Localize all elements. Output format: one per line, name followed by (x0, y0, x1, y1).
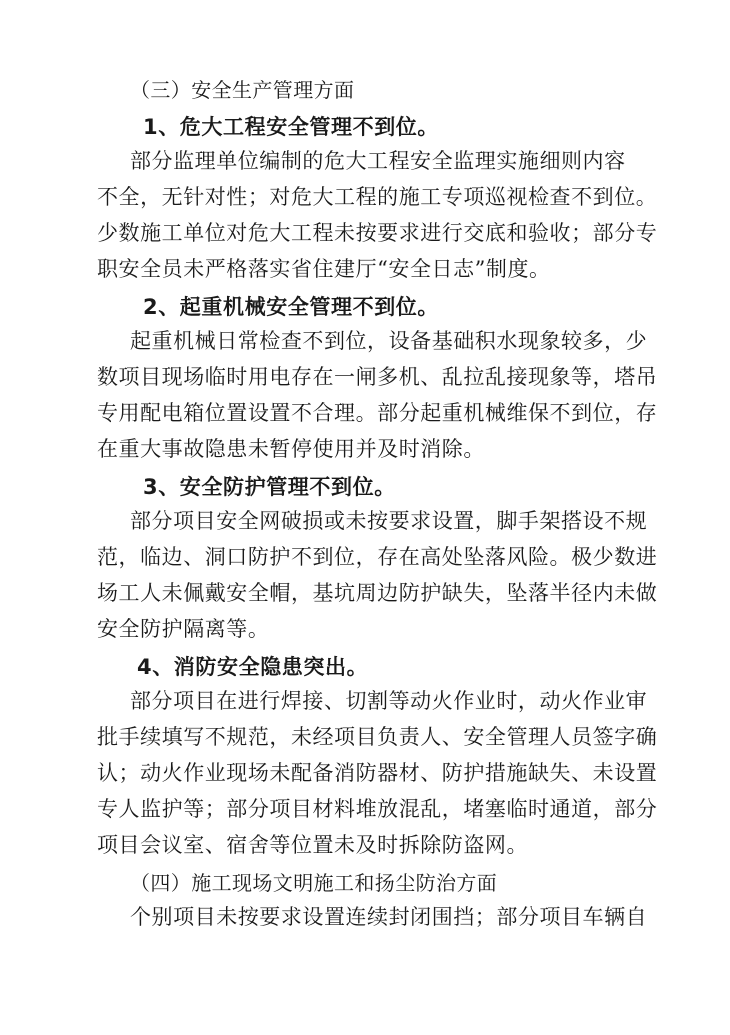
paragraph-line: 在重大事故隐患未暂停使用并及时消除。 (97, 437, 485, 461)
paragraph-line: 少数施工单位对危大工程未按要求进行交底和验收；部分专 (97, 221, 658, 245)
paragraph-line: 场工人未佩戴安全帽，基坑周边防护缺失，坠落半径内未做 (97, 581, 658, 605)
paragraph-line: 专人监护等；部分项目材料堆放混乱，堵塞临时通道，部分 (97, 797, 658, 821)
paragraph-line: 项目会议室、宿舍等位置未及时拆除防盗网。 (97, 833, 528, 857)
paragraph-line: 数项目现场临时用电存在一闸多机、乱拉乱接现象等，塔吊 (97, 365, 658, 389)
paragraph-line: 职安全员未严格落实省住建厅“安全日志”制度。 (97, 257, 551, 281)
section-heading-3: （三）安全生产管理方面 (130, 78, 355, 102)
paragraph-line: 起重机械日常检查不到位，设备基础积水现象较多，少 (130, 329, 648, 353)
paragraph-line: 认；动火作业现场未配备消防器材、防护措施缺失、未设置 (97, 761, 658, 785)
paragraph-line: 批手续填写不规范，未经项目负责人、安全管理人员签字确 (97, 725, 658, 749)
subheading-1: 1、危大工程安全管理不到位。 (143, 115, 440, 139)
paragraph-line: 范，临边、洞口防护不到位，存在高处坠落风险。极少数进 (97, 545, 658, 569)
paragraph-line: 不全，无针对性；对危大工程的施工专项巡视检查不到位。 (97, 185, 658, 209)
subheading-4: 4、消防安全隐患突出。 (137, 655, 369, 679)
paragraph-line: 专用配电箱位置设置不合理。部分起重机械维保不到位，存 (97, 401, 658, 425)
subheading-3: 3、安全防护管理不到位。 (143, 475, 396, 499)
section-heading-4: （四）施工现场文明施工和扬尘防治方面 (130, 871, 498, 895)
paragraph-line: 个别项目未按要求设置连续封闭围挡；部分项目车辆自 (130, 905, 648, 929)
paragraph-line: 部分项目在进行焊接、切割等动火作业时，动火作业审 (130, 689, 648, 713)
paragraph-line: 部分监理单位编制的危大工程安全监理实施细则内容 (130, 149, 626, 173)
paragraph-line: 部分项目安全网破损或未按要求设置，脚手架搭设不规 (130, 509, 648, 533)
paragraph-line: 安全防护隔离等。 (97, 617, 270, 641)
subheading-2: 2、起重机械安全管理不到位。 (143, 295, 440, 319)
